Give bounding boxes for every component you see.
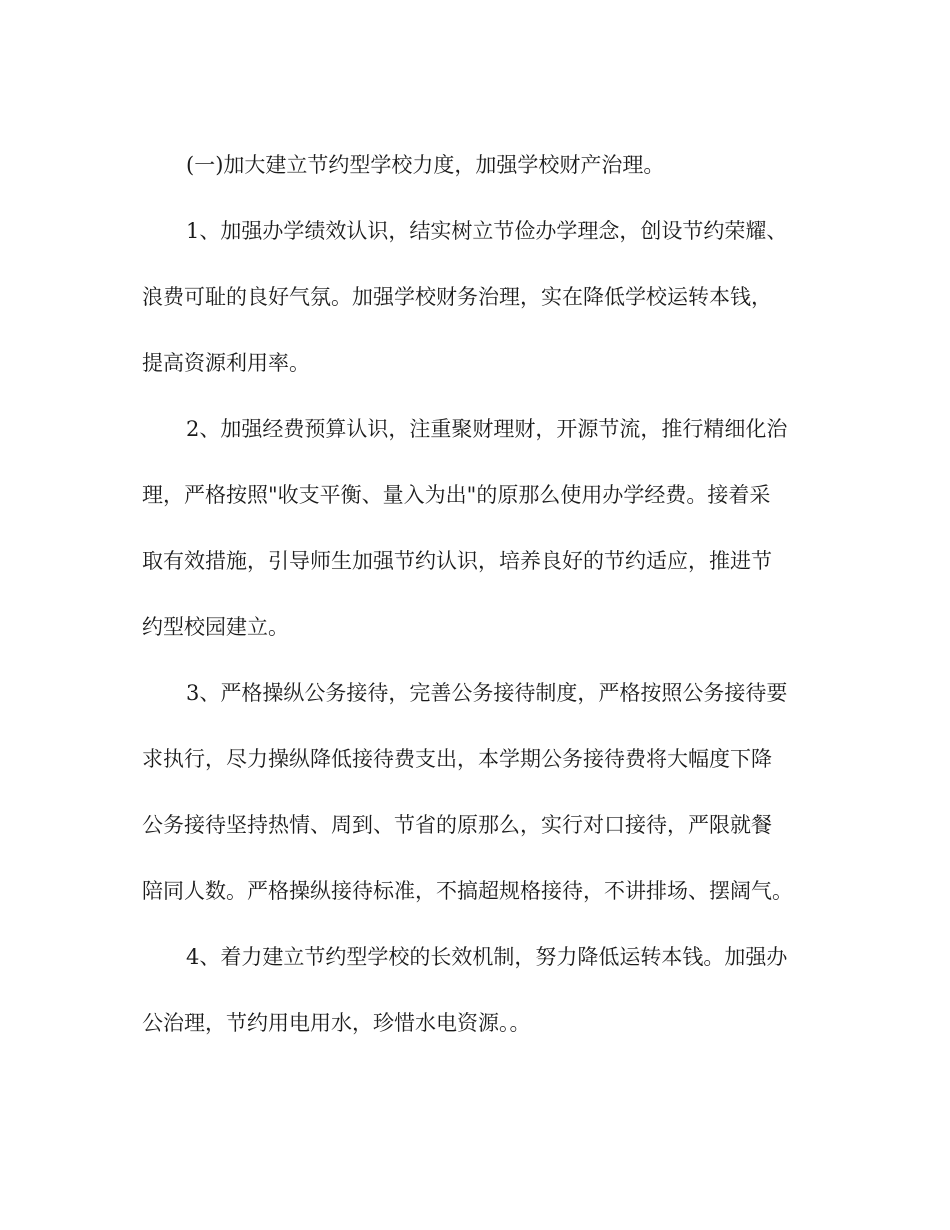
- paragraph-1-line-1: 1、加强办学绩效认识，结实树立节俭办学理念，创设节约荣耀、: [186, 219, 788, 243]
- paragraph-2-line-3: 取有效措施，引导师生加强节约认识，培养良好的节约适应，推进节: [142, 549, 772, 573]
- paragraph-3-line-3: 公务接待坚持热情、周到、节省的原那么，实行对口接待，严限就餐: [142, 813, 772, 837]
- paragraph-3-line-4: 陪同人数。严格操纵接待标准，不搞超规格接待，不讲排场、摆阔气。: [142, 879, 793, 903]
- section-heading: (一)加大建立节约型学校力度，加强学校财产治理。: [186, 153, 665, 177]
- paragraph-2-line-1: 2、加强经费预算认识，注重聚财理财，开源节流，推行精细化治: [186, 417, 788, 441]
- paragraph-4-line-1: 4、着力建立节约型学校的长效机制，努力降低运转本钱。加强办: [186, 945, 788, 969]
- paragraph-3-line-2: 求执行，尽力操纵降低接待费支出，本学期公务接待费将大幅度下降: [142, 747, 772, 771]
- paragraph-2-line-4: 约型校园建立。: [142, 615, 289, 639]
- paragraph-4-line-2: 公治理，节约用电用水，珍惜水电资源。。: [142, 1011, 531, 1035]
- paragraph-2-line-2: 理，严格按照"收支平衡、量入为出"的原那么使用办学经费。接着采: [142, 483, 771, 507]
- paragraph-1-line-2: 浪费可耻的良好气氛。加强学校财务治理，实在降低学校运转本钱，: [142, 285, 772, 309]
- paragraph-1-line-3: 提高资源利用率。: [142, 351, 310, 375]
- paragraph-3-line-1: 3、严格操纵公务接待，完善公务接待制度，严格按照公务接待要: [186, 681, 788, 705]
- document-body: [142, 132, 810, 1056]
